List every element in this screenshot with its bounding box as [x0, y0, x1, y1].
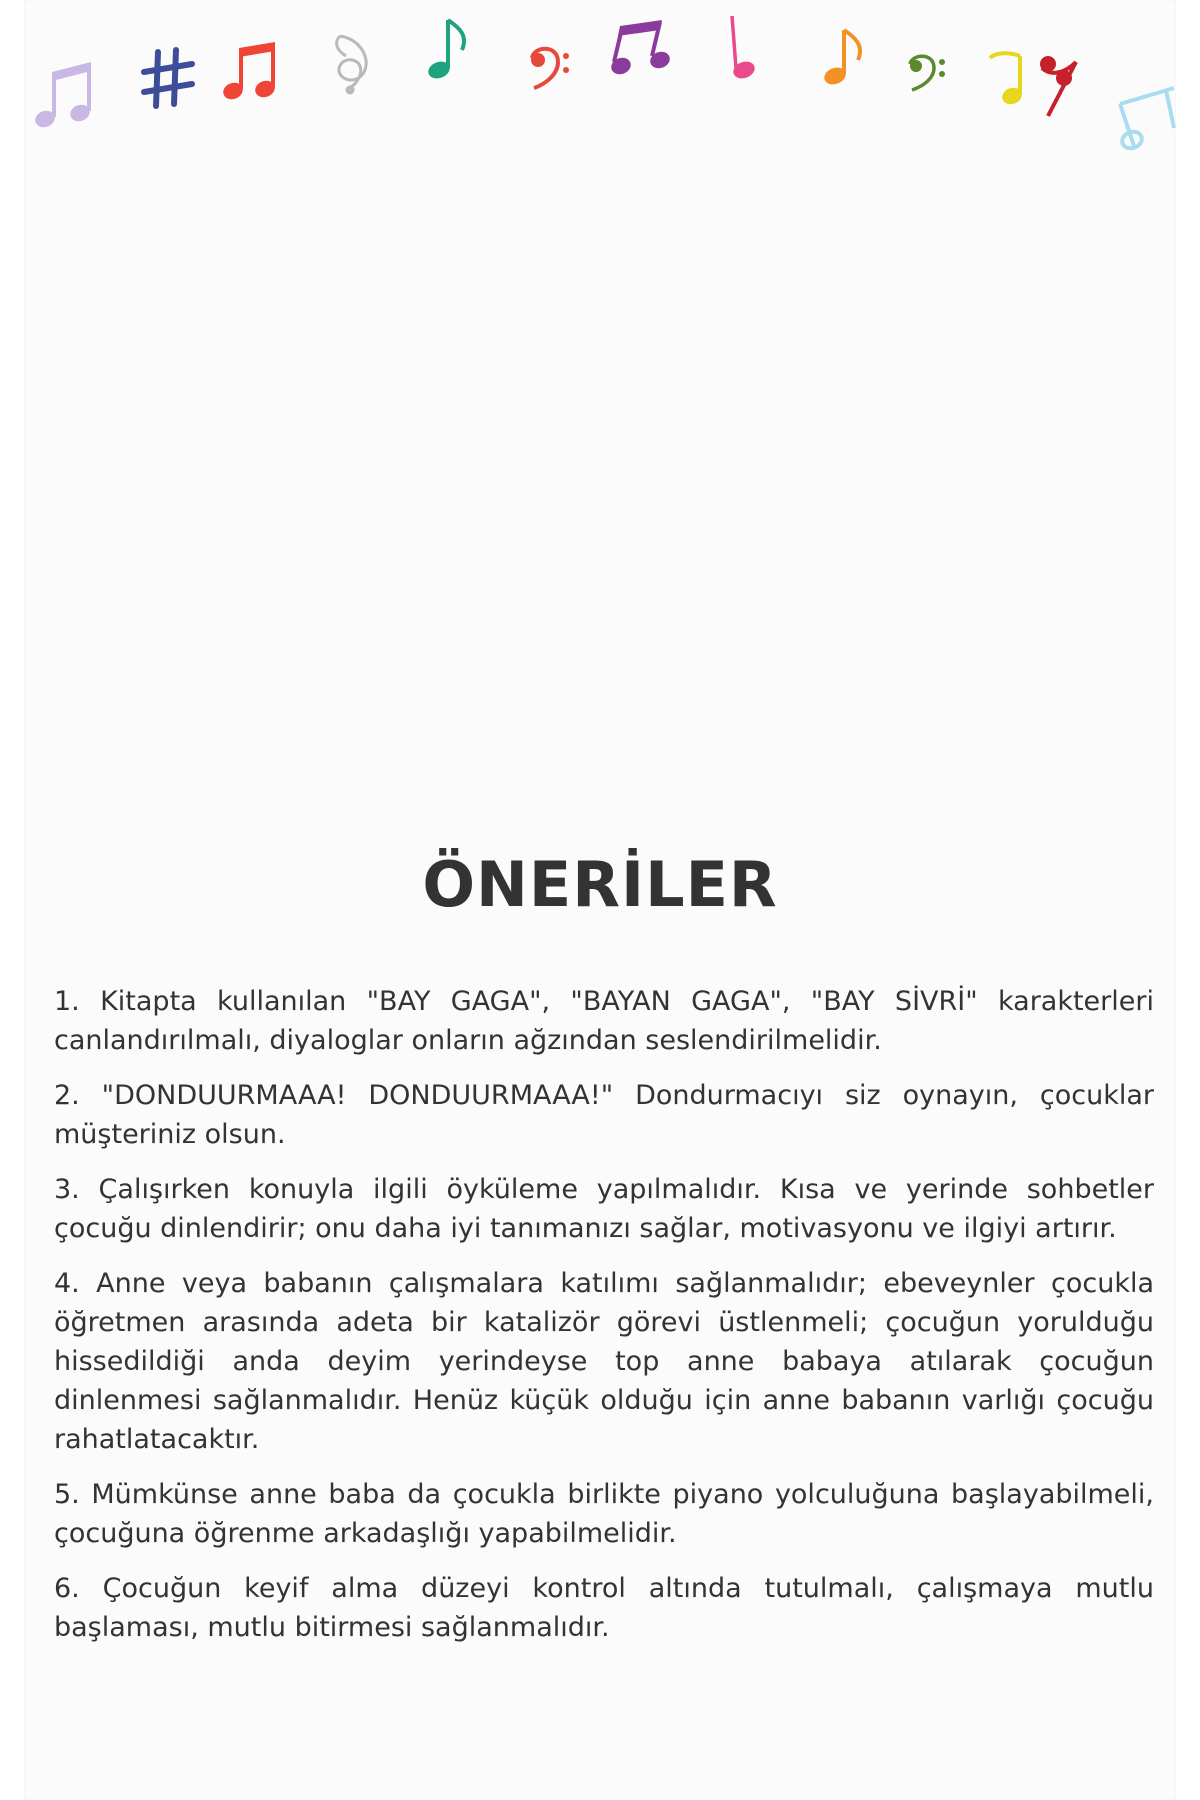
rest-icon	[1034, 48, 1084, 120]
page-title: ÖNERİLER	[422, 848, 778, 921]
eighth-notes-icon	[1110, 84, 1176, 156]
eighth-notes-icon	[30, 56, 100, 134]
treble-clef-icon	[320, 28, 380, 96]
list-item: 1. Kitapta kullanılan "BAY GAGA", "BAYAN GAGA", "BAY SİVRİ" karakterleri canlandırılmalı, diyaloglar onların ağzından seslendirilmelidir.	[54, 986, 1154, 1056]
eighth-notes-icon	[608, 20, 678, 80]
quarter-note-icon	[724, 12, 764, 84]
eighth-note-icon	[982, 48, 1032, 110]
recommendations-list	[54, 982, 1154, 1663]
eighth-note-icon	[424, 14, 474, 84]
list-item: 6. Çocuğun keyif alma düzeyi kontrol altında tutulmalı, çalışmaya mutlu başlaması, mutlu bitirmesi sağlanmalıdır.	[54, 1573, 1154, 1643]
bass-clef-icon	[524, 44, 574, 90]
list-item: 4. Anne veya babanın çalışmalara katılımı sağlanmalıdır; ebeveynler çocukla öğretmen arasında adeta bir katalizör görevi üstlenmeli; çocuğun yorulduğu hissedildiği anda deyim yerindeyse top anne babaya atılarak çocuğun dinlenmesi sağlanmalıdır. Henüz küçük olduğu için anne babanın varlığı çocuğu rahatlatacaktır.	[54, 1268, 1154, 1455]
list-item: 5. Mümkünse anne baba da çocukla birlikte piyano yolculuğuna başlayabilmeli, çocuğuna öğrenme arkadaşlığı yapabilmelidir.	[54, 1479, 1154, 1549]
sharp-icon	[140, 46, 196, 112]
eighth-note-icon	[820, 26, 870, 90]
book-page	[24, 0, 1176, 1800]
bass-clef-icon	[904, 52, 954, 94]
music-notes-banner	[24, 0, 1176, 170]
list-item: 2. "DONDUURMAAA! DONDUURMAAA!" Dondurmacıyı siz oynayın, çocuklar müşteriniz olsun.	[54, 1080, 1154, 1150]
list-item: 3. Çalışırken konuyla ilgili öyküleme yapılmalıdır. Kısa ve yerinde sohbetler çocuğu dinlendirir; onu daha iyi tanımanızı sağlar, motivasyonu ve ilgiyi artırır.	[54, 1174, 1154, 1244]
eighth-notes-icon	[220, 38, 284, 104]
